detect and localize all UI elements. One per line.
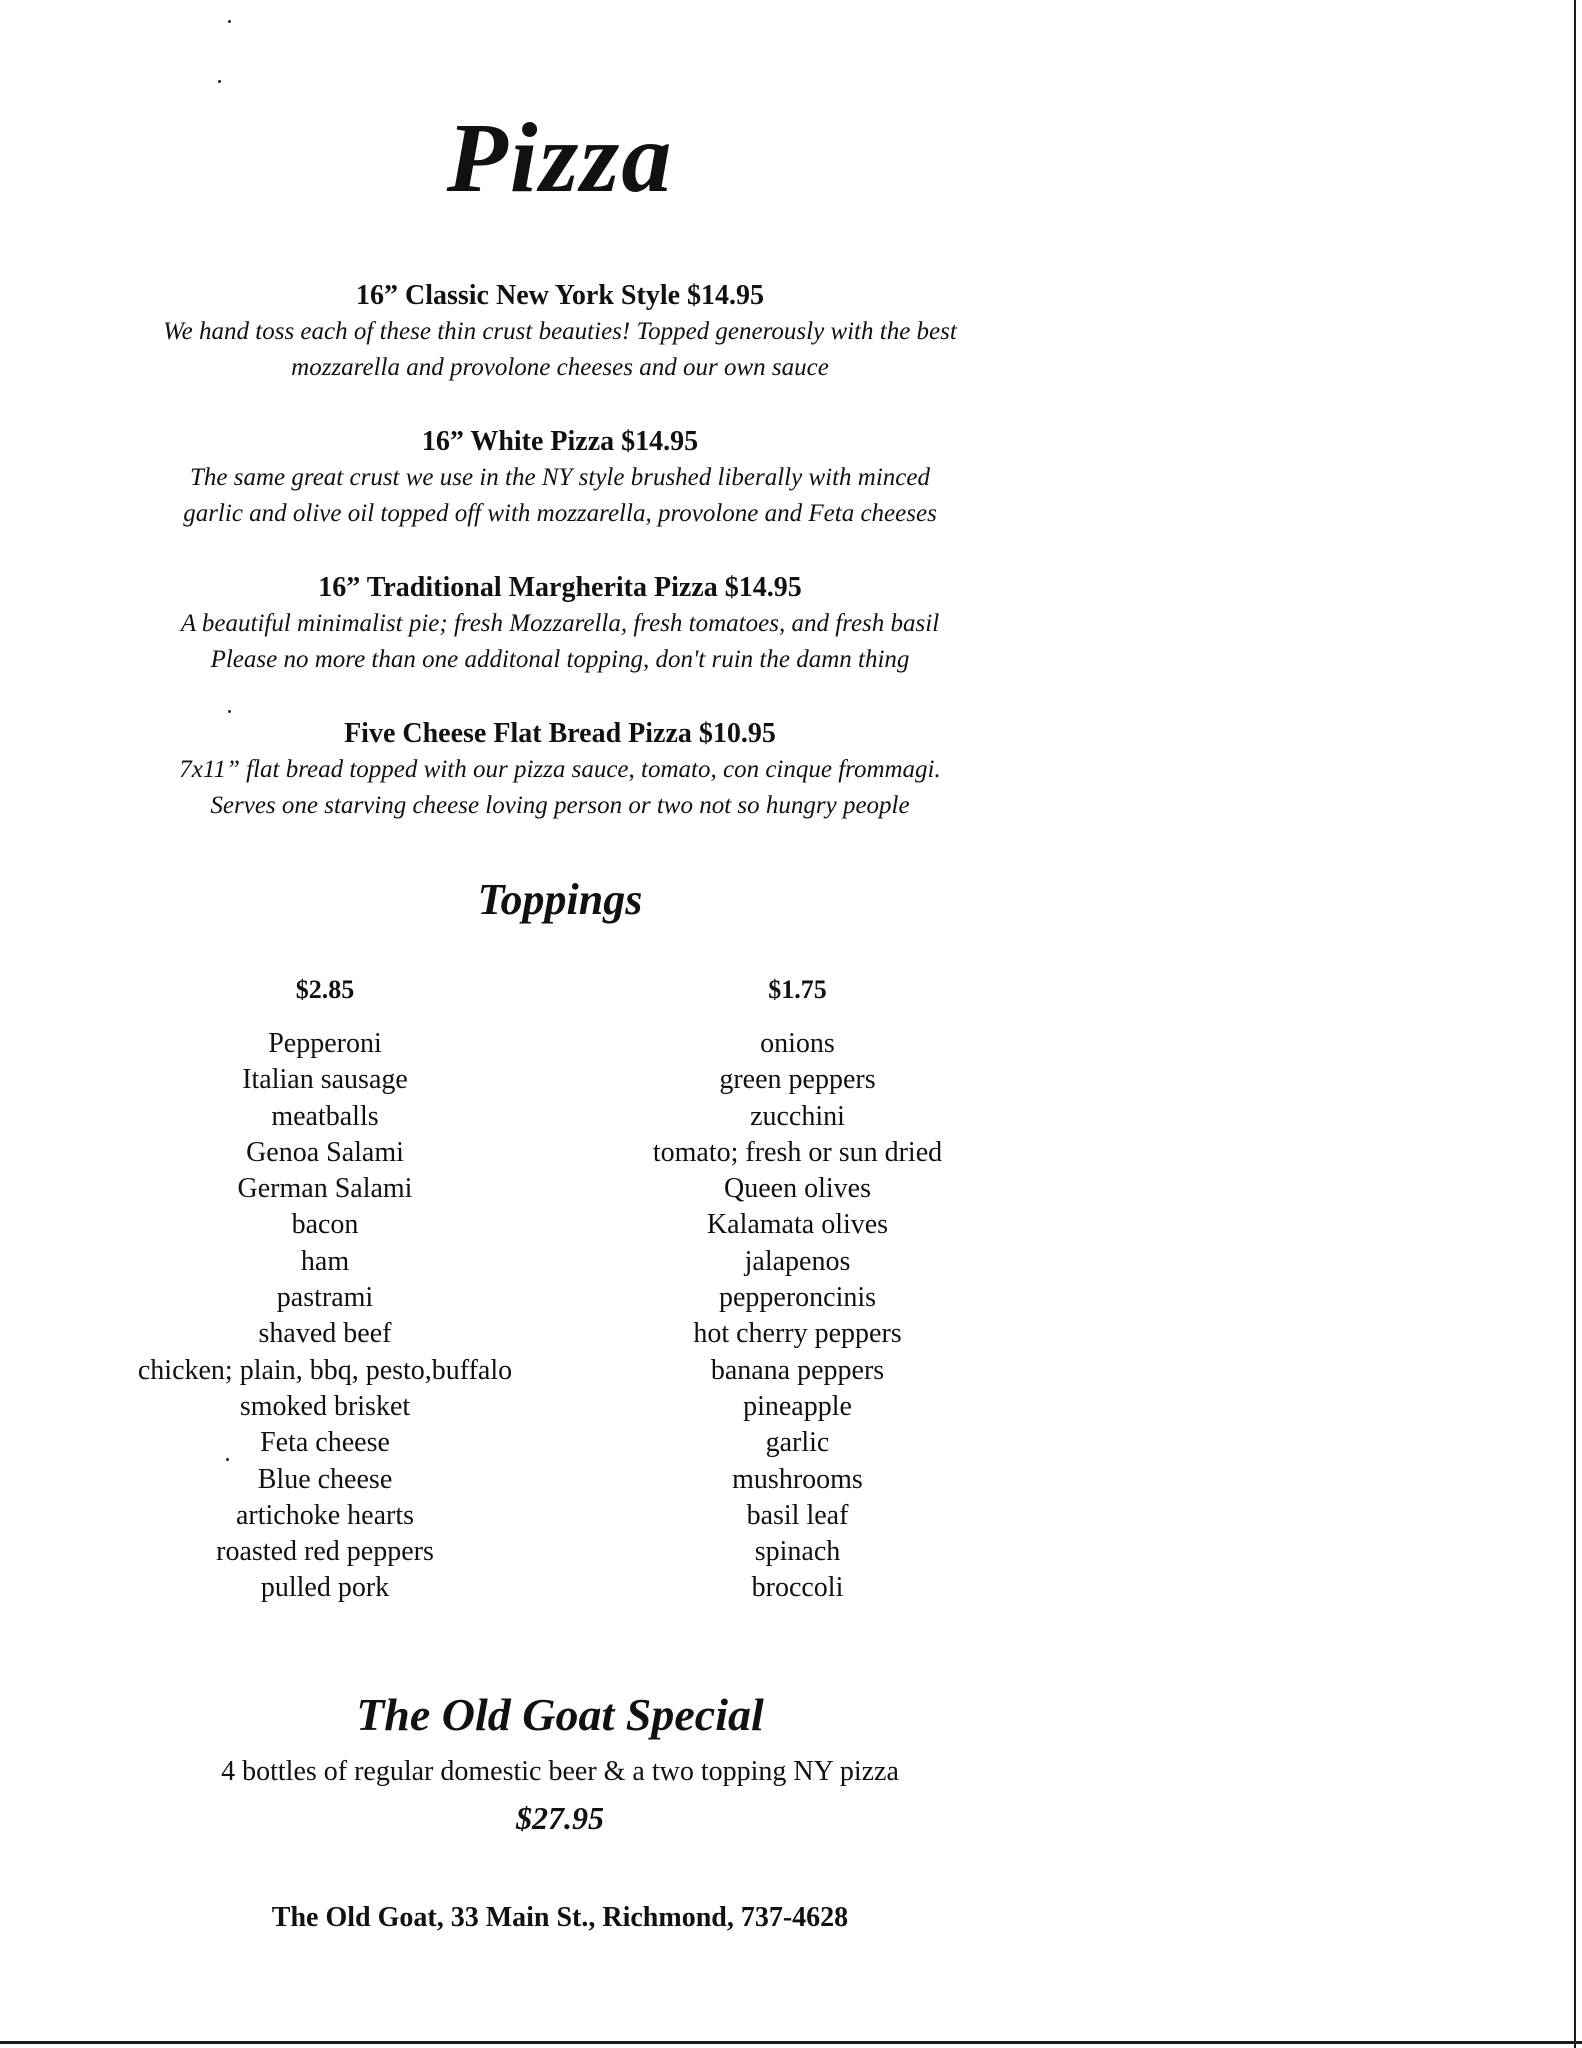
toppings-heading: Toppings — [477, 875, 643, 924]
scan-speck — [228, 20, 231, 23]
topping-item: Blue cheese — [257, 1463, 393, 1495]
pizza-description-line: Please no more than one additonal topping, don't ruin the damn thing — [210, 646, 910, 673]
pizza-name: Five Cheese Flat Bread Pizza $10.95 — [344, 718, 776, 749]
topping-item: pulled pork — [260, 1572, 390, 1604]
scan-speck — [218, 80, 221, 83]
topping-list — [565, 1026, 1030, 1607]
pizza-description-line: We hand toss each of these thin crust beauties! Topped generously with the best — [163, 318, 957, 345]
topping-item: Italian sausage — [242, 1064, 408, 1096]
pizza-description-line: Serves one starving cheese loving person or two not so hungry people — [210, 792, 910, 819]
topping-item: meatballs — [271, 1100, 379, 1132]
topping-item: bacon — [291, 1209, 359, 1241]
topping-item: pastrami — [276, 1282, 374, 1314]
pizza-item-classic-ny — [0, 278, 1120, 386]
topping-item: ham — [300, 1245, 350, 1277]
pizza-description-line: A beautiful minimalist pie; fresh Mozzarella, fresh tomatoes, and fresh basil — [180, 610, 940, 637]
scan-speck — [226, 1458, 229, 1461]
topping-item: smoked brisket — [239, 1390, 411, 1422]
topping-item: Feta cheese — [260, 1427, 390, 1459]
topping-item: garlic — [765, 1427, 830, 1459]
topping-price: $1.75 — [768, 975, 827, 1004]
pizza-item-white — [0, 424, 1120, 532]
pizza-description-line: mozzarella and provolone cheeses and our own sauce — [291, 354, 829, 381]
topping-item: banana peppers — [710, 1354, 885, 1386]
topping-item: chicken; plain, bbq, pesto,buffalo — [137, 1354, 513, 1386]
special-description: 4 bottles of regular domestic beer & a two topping NY pizza — [221, 1756, 899, 1787]
pizza-description-line: 7x11” flat bread topped with our pizza sauce, tomato, con cinque frommagi. — [179, 756, 941, 783]
special-price: $27.95 — [516, 1800, 604, 1836]
pizza-item-flat-bread — [0, 716, 1120, 824]
toppings-column-premium — [90, 972, 560, 1607]
topping-item: German Salami — [237, 1173, 413, 1205]
topping-item: Genoa Salami — [246, 1136, 404, 1168]
scan-edge-bottom — [0, 2041, 1582, 2044]
topping-item: basil leaf — [746, 1499, 849, 1531]
topping-item: Queen olives — [724, 1173, 871, 1205]
topping-price: $2.85 — [295, 975, 355, 1004]
scan-edge-right — [1574, 0, 1576, 2048]
topping-item: shaved beef — [258, 1318, 392, 1350]
special-title: The Old Goat Special — [356, 1689, 764, 1740]
pizza-item-margherita — [0, 570, 1120, 678]
topping-list — [90, 1026, 560, 1607]
pizza-description-line: garlic and olive oil topped off with mozzarella, provolone and Feta cheeses — [183, 500, 937, 527]
topping-item: pepperoncinis — [718, 1282, 877, 1314]
topping-item: jalapenos — [744, 1245, 851, 1277]
topping-item: zucchini — [750, 1100, 845, 1132]
topping-item: Kalamata olives — [706, 1209, 889, 1241]
page-title: Pizza — [446, 102, 674, 213]
topping-item: broccoli — [751, 1572, 844, 1604]
scan-speck — [228, 710, 231, 713]
topping-item: onions — [760, 1028, 835, 1059]
pizza-name: 16” Traditional Margherita Pizza $14.95 — [318, 572, 802, 603]
topping-item: hot cherry peppers — [693, 1318, 902, 1350]
topping-item: mushrooms — [732, 1463, 863, 1495]
toppings-column-standard — [565, 972, 1030, 1607]
pizza-description-line: The same great crust we use in the NY style brushed liberally with minced — [190, 464, 930, 491]
topping-item: roasted red peppers — [216, 1536, 434, 1568]
pizza-name: 16” Classic New York Style $14.95 — [355, 280, 765, 311]
restaurant-address: The Old Goat, 33 Main St., Richmond, 737-4628 — [271, 1902, 849, 1933]
topping-item: spinach — [754, 1536, 841, 1568]
topping-item: tomato; fresh or sun dried — [652, 1136, 943, 1168]
topping-item: artichoke hearts — [235, 1499, 415, 1531]
topping-item: green peppers — [719, 1064, 876, 1096]
topping-item: Pepperoni — [268, 1028, 382, 1059]
pizza-name: 16” White Pizza $14.95 — [421, 426, 699, 457]
topping-item: pineapple — [743, 1390, 852, 1422]
